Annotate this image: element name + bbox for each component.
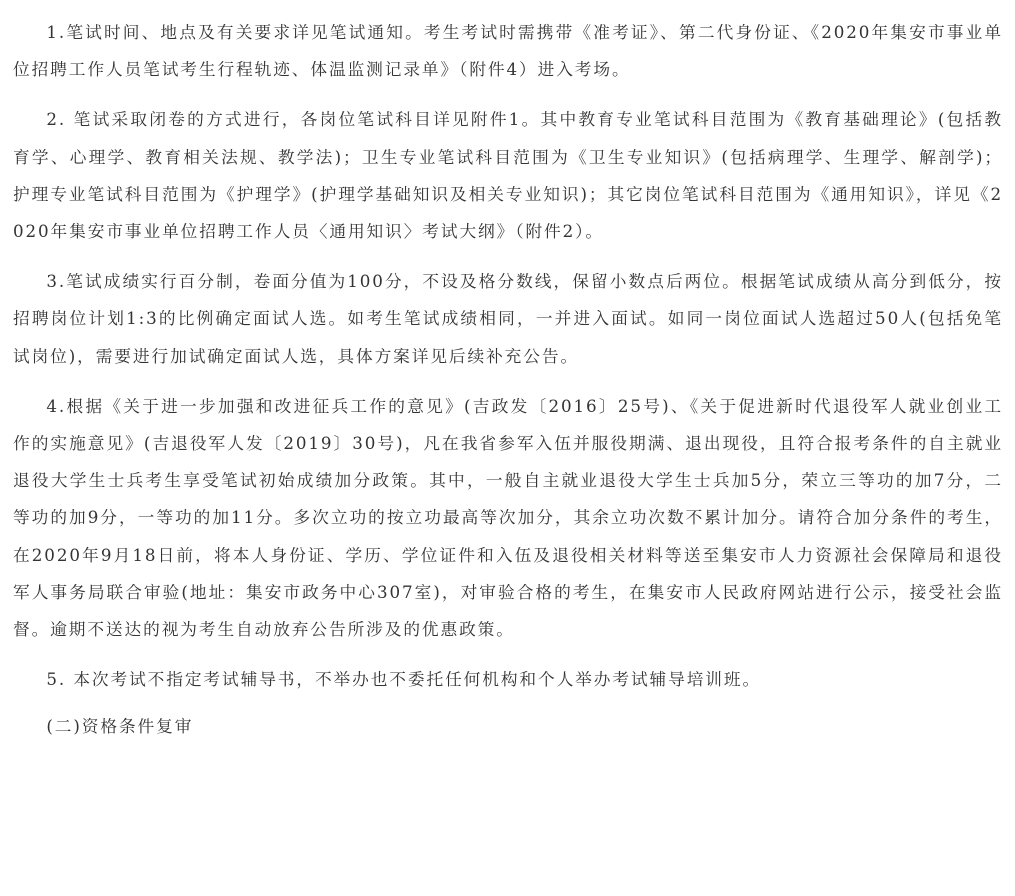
paragraph-exam-scoring: 3.笔试成绩实行百分制，卷面分值为100分，不设及格分数线，保留小数点后两位。根据笔试成绩从高分到低分，按招聘岗位计划1:3的比例确定面试人选。如考生笔试成绩相同，一并进入面试。如同一岗位面试人选超过50人(包括免笔试岗位)，需要进行加试确定面试人选，具体方案详见后续补充公告。 [13,271,1003,366]
paragraph-veteran-bonus-policy: 4.根据《关于进一步加强和改进征兵工作的意见》(吉政发〔2016〕25号)、《关于促进新时代退役军人就业创业工作的实施意见》(吉退役军人发〔2019〕30号)，凡在我省参军入伍并服役期满、退出现役，且符合报考条件的自主就业退役大学生士兵考生享受笔试初始成绩加分政策。其中，一般自主就业退役大学生士兵加5分，荣立三等功的加7分，二等功的加9分，一等功的加11分。多次立功的按立功最高等次加分，其余立功次数不累计加分。请符合加分条件的考生，在2020年9月18日前，将本人身份证、学历、学位证件和入伍及退役相关材料等送至集安市人力资源社会保障局和退役军人事务局联合审验(地址：集安市政务中心307室)，对审验合格的考生，在集安市人民政府网站进行公示，接受社会监督。逾期不送达的视为考生自动放弃公告所涉及的优惠政策。 [13,395,1003,640]
paragraph-no-tutoring: 5. 本次考试不指定考试辅导书，不举办也不委托任何机构和个人举办考试辅导培训班。 [46,669,762,690]
section-heading-qualification-review: (二)资格条件复审 [46,716,194,737]
paragraph-exam-subjects: 2. 笔试采取闭卷的方式进行，各岗位笔试科目详见附件1。其中教育专业笔试科目范围为《教育基础理论》(包括教育学、心理学、教育相关法规、教学法)；卫生专业笔试科目范围为《卫生专业知识》(包括病理学、生理学、解剖学)；护理专业笔试科目范围为《护理学》(护理学基础知识及相关专业知识)；其它岗位笔试科目范围为《通用知识》，详见《2020年集安市事业单位招聘工作人员〈通用知识〉考试大纲》（附件2）。 [13,109,1003,242]
document-body [13,14,1003,746]
paragraph-exam-time-location: 1.笔试时间、地点及有关要求详见笔试通知。考生考试时需携带《准考证》、第二代身份证、《2020年集安市事业单位招聘工作人员笔试考生行程轨迹、体温监测记录单》（附件4）进入考场。 [13,22,1003,80]
